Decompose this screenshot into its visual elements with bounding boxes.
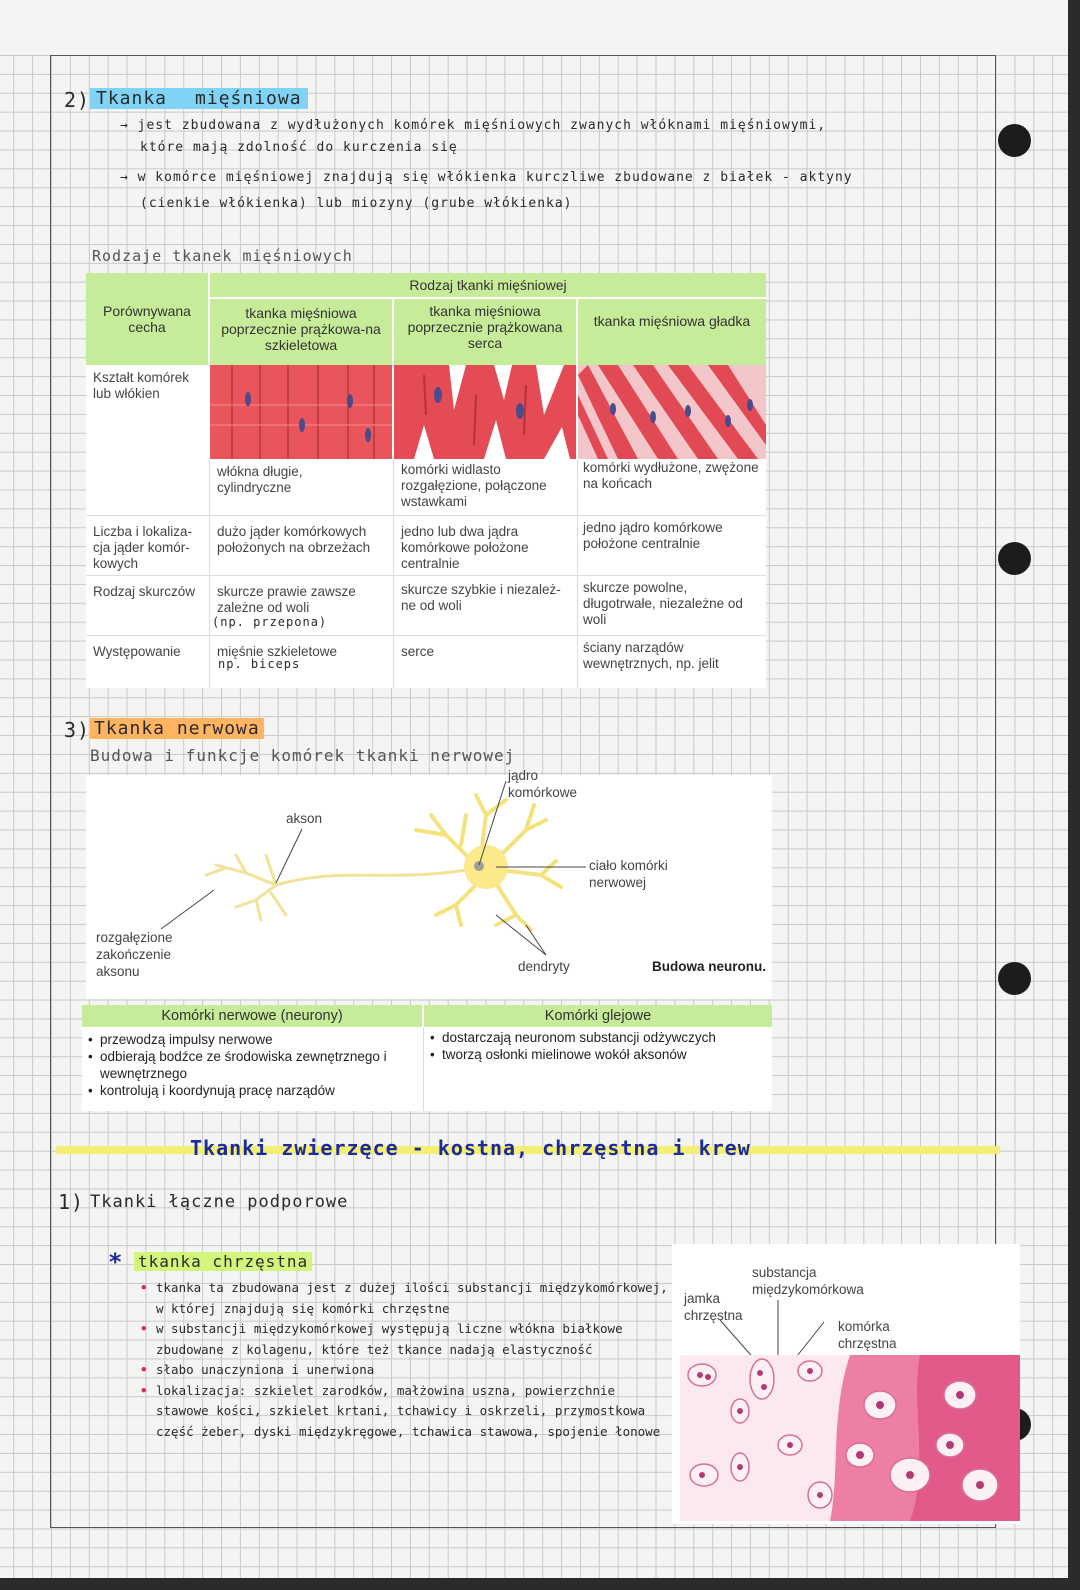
skeletal-muscle-image	[210, 365, 392, 459]
cartilage-micrograph	[680, 1355, 1020, 1521]
neuron-figure	[86, 768, 772, 999]
cartilage-title-text: tkanka chrzęstna	[134, 1252, 312, 1271]
label-matrix: substancja międzykomórkowa	[752, 1265, 864, 1297]
section-title-word1: Tkanka	[90, 88, 181, 109]
col-separator	[393, 459, 394, 688]
subsection-number: 1)	[58, 1190, 85, 1214]
neurons-list	[88, 1031, 418, 1099]
col-separator	[209, 459, 210, 688]
cell-c2: skurcze szybkie i niezależ-ne od woli	[401, 582, 561, 613]
punch-hole	[998, 542, 1031, 575]
label-nucleus: jądro komórkowe	[508, 768, 578, 800]
cell-c2: serce	[401, 644, 435, 659]
cell-c1: włókna długie, cylindryczne	[217, 464, 303, 495]
note-bullet: • w substancji międzykomórkowej występują liczne włókna białkowe zbudowane z kolagenu, które też tkance nadają elastyczność	[140, 1321, 623, 1357]
row-label: Liczba i lokaliza-cja jąder komór-kowych	[93, 524, 193, 571]
list-item: • tworzą osłonki mielinowe wokół aksonów	[430, 1046, 770, 1063]
cell-c2: komórki widlasto rozgałęzione, połączone wstawkami	[401, 462, 547, 509]
label-lacuna: jamka chrzęstna	[684, 1291, 743, 1323]
cardiac-muscle-image	[394, 365, 576, 459]
figure-caption: Budowa neuronu.	[652, 959, 766, 974]
label-cell-body: ciało komórki nerwowej	[589, 858, 668, 890]
subsection-title: Tkanki łączne podporowe	[90, 1192, 349, 1212]
nerve-cells-table	[82, 1005, 772, 1111]
cell-c1: mięśnie szkieletowe	[217, 644, 338, 659]
row-label: Rodzaj skurczów	[93, 584, 196, 599]
feature-header: Porównywana cecha	[86, 273, 208, 365]
types-heading: Rodzaje tkanek mięśniowych	[92, 247, 353, 265]
cell-c3: skurcze powolne, długotrwałe, niezależne od woli	[583, 580, 743, 627]
cell-c1: dużo jąder komórkowych położonych na obrzeżach	[217, 524, 371, 555]
list-item: • przewodzą impulsy nerwowe	[88, 1031, 418, 1048]
glial-list	[430, 1029, 770, 1063]
cartilage-title	[134, 1252, 312, 1271]
row-label: Występowanie	[93, 644, 181, 659]
punch-hole	[998, 124, 1031, 157]
handwritten-note: np. biceps	[218, 657, 301, 671]
star-marker: *	[108, 1248, 124, 1276]
label-axon: akson	[286, 811, 323, 826]
col1-header: tkanka mięśniowa poprzecznie prążkowa-na szkieletowa	[210, 299, 392, 365]
section-number: 2)	[64, 88, 91, 112]
cell-c3: komórki wydłużone, zwężone na końcach	[583, 460, 759, 491]
note-line: → w komórce mięśniowej znajdują się włókienka kurczliwe zbudowane z białek - aktyny	[120, 170, 853, 185]
label-dendrites: dendryty	[518, 959, 570, 974]
cell-c3: jedno jądro komórkowe położone centralnie	[583, 520, 723, 551]
row-separator	[86, 515, 766, 516]
note-line: → jest zbudowana z wydłużonych komórek mięśniowych zwanych włóknami mięśniowymi,	[120, 118, 827, 133]
smooth-muscle-image	[578, 365, 766, 459]
note-line: które mają zdolność do kurczenia się	[140, 140, 458, 155]
section-title	[90, 88, 308, 109]
punch-hole	[998, 962, 1031, 995]
note-bullet: • tkanka ta zbudowana jest z dużej ilości substancji międzykomórkowej, w której znajdują się komórki chrzęstne	[140, 1280, 668, 1316]
row-label: Kształt komórek lub włókien	[93, 370, 190, 401]
label-chondrocyte: komórka chrzęstna	[838, 1319, 897, 1351]
note-bullet: • lokalizacja: szkielet zarodków, małżowina uszna, powierzchnie stawowe kości, szkielet krtani, tchawicy i oskrzeli, przymostkowa część żeber, dyski międzykręgowe, tchawica stawowa, spojenie łonowe	[140, 1382, 661, 1439]
list-item: • dostarczają neuronom substancji odżywczych	[430, 1029, 770, 1046]
cartilage-notes	[140, 1278, 670, 1442]
col2-header: tkanka mięśniowa poprzecznie prążkowana serca	[394, 299, 576, 365]
muscle-table	[86, 273, 766, 688]
section-number: 3)	[64, 718, 91, 742]
label-axon-endings: rozgałęzione zakończenie aksonu	[96, 930, 173, 979]
col-separator	[423, 1027, 424, 1111]
handwritten-note: (np. przepona)	[212, 615, 328, 629]
section-title-text: Tkanka nerwowa	[90, 718, 264, 739]
note-bullet: • słabo unaczyniona i unerwiona	[140, 1362, 375, 1377]
cell-c2: jedno lub dwa jądra komórkowe położone centralnie	[401, 524, 529, 571]
note-line: (cienkie włókienka) lub miozyny (grube włókienka)	[140, 196, 573, 211]
col3-header: tkanka mięśniowa gładka	[578, 299, 766, 365]
cell-c3: ściany narządów wewnętrznych, np. jelit	[583, 640, 719, 671]
glial-header: Komórki glejowe	[424, 1005, 772, 1027]
section-title-word2: mięśniowa	[181, 88, 308, 109]
list-item: • kontrolują i koordynują pracę narządów	[88, 1082, 418, 1099]
col-separator	[577, 459, 578, 688]
list-item: • odbierają bodźce ze środowiska zewnętrznego i wewnętrznego	[88, 1048, 418, 1082]
chapter-title: Tkanki zwierzęce - kostna, chrzęstna i krew	[190, 1136, 751, 1160]
section-subtitle: Budowa i funkcje komórek tkanki nerwowej	[90, 746, 516, 765]
neurons-header: Komórki nerwowe (neurony)	[82, 1005, 422, 1027]
row-separator	[86, 575, 766, 576]
row-separator	[86, 635, 766, 636]
group-header: Rodzaj tkanki mięśniowej	[210, 273, 766, 297]
section-title	[90, 718, 264, 739]
cell-c1: skurcze prawie zawsze zależne od woli	[217, 584, 356, 615]
